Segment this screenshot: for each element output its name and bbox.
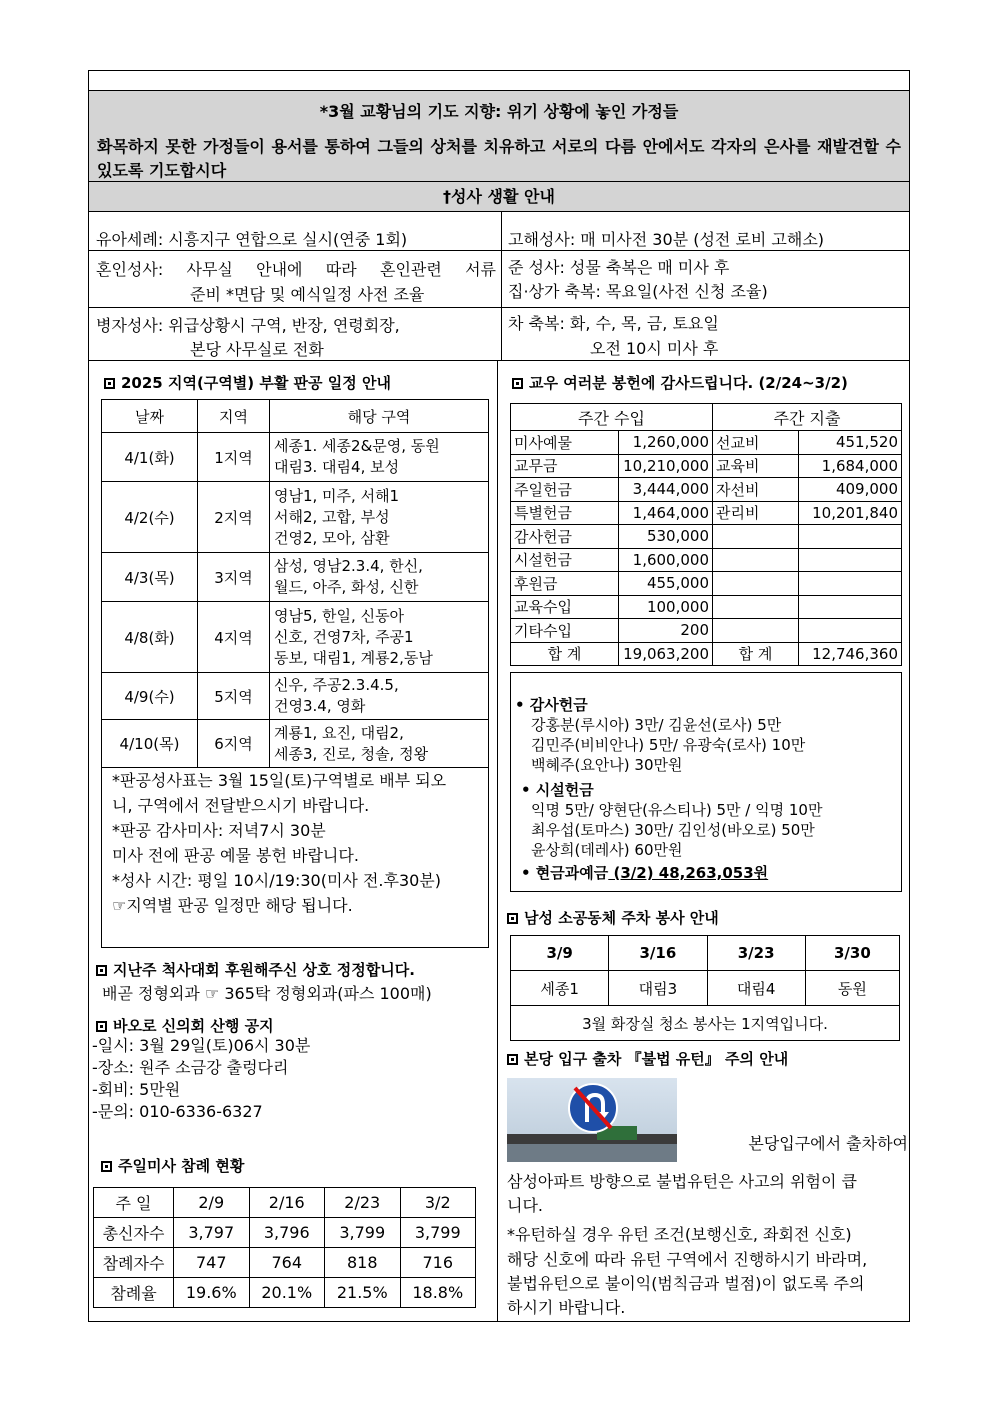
date-cell: 4/8(화): [102, 602, 198, 673]
sacrament-title: †성사 생활 안내: [89, 182, 909, 212]
table-header-row: [102, 400, 489, 433]
date-cell: 4/2(수): [102, 482, 198, 553]
easter-schedule-title: 2025 지역(구역별) 부활 판공 일정 안내: [104, 372, 391, 393]
prayer-title: *3월 교황님의 기도 지향: 위기 상황에 놓인 가정들: [319, 102, 679, 121]
areas-cell: 세종1. 세종2&문영, 동원 대림3. 대림4, 보성: [270, 433, 489, 482]
region-cell: 4지역: [198, 602, 270, 673]
date-cell: 4/9(수): [102, 673, 198, 720]
facility-offering-line: 최우섭(토마스) 30만/ 김인성(바오로) 50만: [531, 821, 815, 839]
parking-service-table: [510, 935, 900, 1041]
table-header-row: 주 일 2/9 2/16 2/23 3/2: [94, 1188, 476, 1218]
finance-total-row: [511, 642, 902, 666]
areas-cell: 영남5, 한일, 신동아 신호, 건영7차, 주공1 동보, 대림1, 계룡2,동남: [270, 602, 489, 673]
note-line: *판공성사표는 3월 15일(토)구역별로 배부 되오: [112, 771, 447, 790]
prayer-body: 화목하지 못한 가정들이 용서를 통하여 그들의 상처를 치유하고 서로의 다름 안에서도 각자의 은사를 재발견할 수 있도록 기도합시다: [97, 137, 901, 180]
uturn-lead-text: 본당입구에서 출차하여: [748, 1134, 908, 1153]
parking-service-title: 남성 소공동체 주차 봉사 안내: [507, 907, 719, 928]
uturn-line: 삼성아파트 방향으로 불법유턴은 사고의 위험이 큽: [507, 1172, 858, 1191]
thanks-offering-title: • 감사헌금: [515, 696, 588, 714]
facility-offering-title: • 시설헌금: [521, 781, 594, 799]
hiking-line: -일시: 3월 29일(토)06시 30분: [92, 1036, 311, 1055]
checkbox-bullet-icon: [512, 378, 523, 389]
region-cell: 5지역: [198, 673, 270, 720]
finance-table: [510, 403, 902, 666]
thanks-offering-line: 김민주(비비안나) 5만/ 유광숙(로사) 10만: [531, 736, 806, 754]
region-cell: 2지역: [198, 482, 270, 553]
facility-offering-line: 익명 5만/ 양현단(유스티나) 5만 / 익명 10만: [531, 801, 823, 819]
areas-cell: 계룡1, 요진, 대림2, 세종3, 진로, 청솔, 정왕: [270, 720, 489, 768]
checkbox-bullet-icon: [507, 913, 518, 924]
table-row: [102, 720, 489, 768]
table-row: [102, 602, 489, 673]
thanks-offering-line: 백혜주(요안나) 30만원: [531, 756, 683, 774]
expense-header: 주간 지출: [713, 404, 902, 431]
cleaning-note: 3월 화장실 청소 봉사는 1지역입니다.: [511, 1006, 900, 1041]
sick-text-2: 본당 사무실로 전화: [190, 340, 324, 359]
sick-text-1: 병자성사: 위급상황시 구역, 반장, 연령회장,: [96, 316, 400, 335]
uturn-notice-title: 본당 입구 출차 『불법 유턴』 주의 안내: [507, 1048, 788, 1069]
note-line: 니, 구역에서 전달받으시기 바랍니다.: [112, 796, 370, 815]
column-header: 해당 구역: [270, 400, 489, 433]
income-header: 주간 수입: [511, 404, 713, 431]
table-row: [102, 482, 489, 553]
region-cell: 3지역: [198, 553, 270, 602]
car-blessing-text-2: 오전 10시 미사 후: [590, 339, 719, 358]
cash-deposit: • 현금과예금 (3/2) 48,263,053원: [521, 864, 769, 882]
table-row: 3/9 3/16 3/23 3/30: [511, 936, 900, 971]
uturn-line: 해당 신호에 따라 유턴 구역에서 진행하시기 바라며,: [507, 1250, 868, 1269]
blessing-text-2: 집·상가 축복: 목요일(사전 신청 조율): [508, 282, 768, 301]
region-cell: 6지역: [198, 720, 270, 768]
prayer-intention: [89, 90, 909, 182]
sponsor-text: 배곧 정형외과 ☞ 365탁 정형외과(파스 100매): [102, 984, 432, 1003]
table-row: 총신자수 3,797 3,796 3,799 3,799: [94, 1218, 476, 1248]
uturn-line: 불법유턴으로 불이익(범칙금과 벌점)이 없도록 주의: [507, 1274, 865, 1293]
table-row: 후원금 455,000: [511, 572, 902, 596]
table-row: 교무금 10,210,000 교육비 1,684,000: [511, 454, 902, 478]
table-row: 참례율 19.6% 20.1% 21.5% 18.8%: [94, 1278, 476, 1308]
easter-schedule-table: [101, 399, 489, 768]
table-row: [102, 433, 489, 482]
table-row: 특별헌금 1,464,000 관리비 10,201,840: [511, 501, 902, 525]
facility-offering-line: 윤상희(데레사) 60만원: [531, 841, 683, 859]
income-total-label: 합 계: [511, 642, 619, 666]
note-line: *성사 시간: 평일 10시/19:30(미사 전.후30분): [112, 871, 441, 890]
table-row: 주일헌금 3,444,000 자선비 409,000: [511, 478, 902, 502]
areas-cell: 삼성, 영남2.3.4, 한신, 월드, 아주, 화성, 신한: [270, 553, 489, 602]
region-cell: 1지역: [198, 433, 270, 482]
easter-notes: [101, 766, 489, 948]
marriage-text-2: 준비 *면담 및 예식일정 사전 조율: [190, 285, 425, 304]
column-header: 지역: [198, 400, 270, 433]
checkbox-bullet-icon: [101, 1161, 112, 1172]
table-row: 미사예물 1,260,000 선교비 451,520: [511, 431, 902, 455]
attendance-title: 주일미사 참례 현황: [101, 1155, 244, 1176]
checkbox-bullet-icon: [104, 378, 115, 389]
note-line: 미사 전에 판공 예물 봉헌 바랍니다.: [112, 846, 359, 865]
finance-title: 교우 여러분 봉헌에 감사드립니다. (2/24~3/2): [512, 372, 848, 393]
hiking-notice-title: 바오로 신의회 산행 공지: [96, 1015, 274, 1036]
thanks-offering-line: 강홍분(루시아) 3만/ 김윤선(로사) 5만: [531, 716, 782, 734]
date-cell: 4/10(목): [102, 720, 198, 768]
car-blessing-text-1: 차 축복: 화, 수, 목, 금, 토요일: [508, 314, 719, 333]
hiking-line: -문의: 010-6336-6327: [92, 1102, 263, 1121]
hiking-line: -회비: 5만원: [92, 1080, 181, 1099]
date-cell: 4/1(화): [102, 433, 198, 482]
sacrament-divider: [501, 212, 502, 360]
income-total: 19,063,200: [619, 642, 713, 666]
checkbox-bullet-icon: [507, 1054, 518, 1065]
donations-box: [510, 672, 902, 892]
table-row: [102, 673, 489, 720]
areas-cell: 영남1, 미주, 서해1 서해2, 고합, 부성 건영2, 모아, 삼환: [270, 482, 489, 553]
expense-total-label: 합 계: [713, 642, 799, 666]
baptism-text: 유아세례: 시흥지구 연합으로 실시(연중 1회): [96, 230, 408, 249]
table-row: 참례자수 747 764 818 716: [94, 1248, 476, 1278]
note-line: *판공 감사미사: 저녁7시 30분: [112, 821, 326, 840]
column-header: 날짜: [102, 400, 198, 433]
confession-text: 고해성사: 매 미사전 30분 (성전 로비 고해소): [508, 230, 825, 249]
areas-cell: 신우, 주공2.3.4.5, 건영3.4, 영화: [270, 673, 489, 720]
note-line: ☞지역별 판공 일정만 해당 됩니다.: [112, 896, 353, 915]
table-row: 세종1 대림3 대림4 동원: [511, 971, 900, 1006]
uturn-line: 하시기 바랍니다.: [507, 1298, 626, 1317]
no-uturn-sign-photo: [507, 1078, 677, 1162]
attendance-table: [93, 1187, 476, 1308]
marriage-text-1: 혼인성사: 사무실 안내에 따라 혼인관련 서류: [96, 260, 496, 279]
sacrament-rule: [89, 307, 909, 308]
blessing-text-1: 준 성사: 성물 축복은 매 미사 후: [508, 258, 730, 277]
table-row: 감사헌금 530,000: [511, 525, 902, 549]
finance-header-row: [511, 404, 902, 431]
table-row: [102, 553, 489, 602]
checkbox-bullet-icon: [96, 965, 107, 976]
uturn-line: 니다.: [507, 1196, 543, 1215]
table-row: 교육수입 100,000: [511, 595, 902, 619]
table-row: 기타수입 200: [511, 619, 902, 643]
table-row: [511, 1006, 900, 1041]
checkbox-bullet-icon: [96, 1021, 107, 1032]
uturn-line: *유턴하실 경우 유턴 조건(보행신호, 좌회전 신호): [507, 1225, 852, 1244]
hiking-line: -장소: 원주 소금강 출렁다리: [92, 1058, 289, 1077]
date-cell: 4/3(목): [102, 553, 198, 602]
sponsor-title: 지난주 척사대회 후원해주신 상호 정정합니다.: [96, 959, 415, 980]
column-divider: [497, 360, 498, 1322]
expense-total: 12,746,360: [799, 642, 902, 666]
table-row: 시설헌금 1,600,000: [511, 548, 902, 572]
